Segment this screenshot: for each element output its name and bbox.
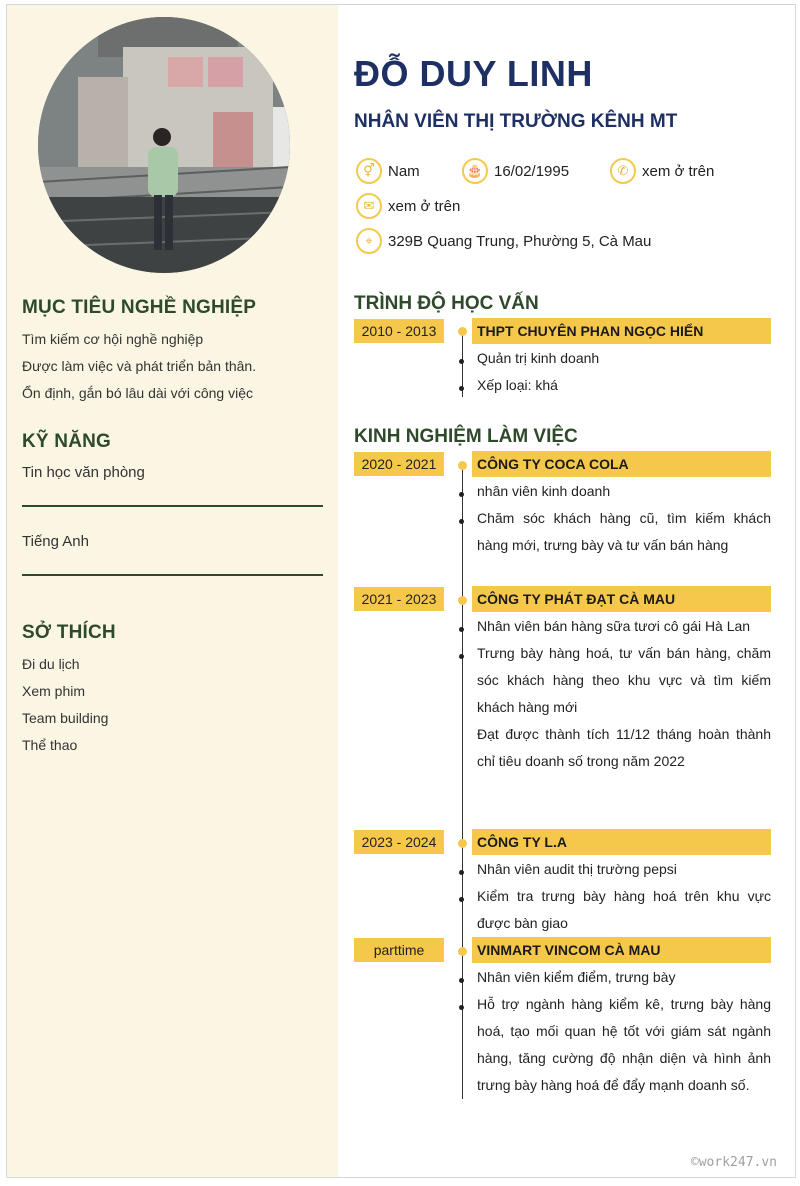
job-line: nhân viên kinh doanh	[477, 483, 611, 499]
email-info	[356, 193, 460, 219]
job-date: 2020 - 2021	[354, 452, 444, 476]
address-info	[356, 228, 651, 254]
left-column	[7, 5, 338, 1177]
objective-line: Tìm kiếm cơ hội nghề nghiệp	[22, 331, 204, 347]
bullet	[459, 870, 464, 875]
phone-value: xem ở trên	[642, 162, 715, 180]
education-line: Quản trị kinh doanh	[477, 350, 600, 366]
job-line: Nhân viên kiểm điểm, trưng bày	[477, 969, 676, 985]
job-line: Chăm sóc khách hàng cũ, tìm kiếm khách hàng mới, trưng bày và tư vấn bán hàng	[477, 510, 771, 553]
job-company: CÔNG TY L.A	[472, 829, 771, 855]
job-line: Hỗ trợ ngành hàng kiểm kê, trưng bày hàng hoá, tạo mối quan hệ tốt với giám sát ngành hàng, tăng cường độ nhận diện và hình ảnh trưng bày hàng hoá để đẩy mạnh doanh số.	[477, 996, 771, 1093]
candidate-name: ĐỖ DUY LINH	[354, 53, 593, 94]
job-date: 2023 - 2024	[354, 830, 444, 854]
hobby-item: Xem phim	[22, 683, 86, 699]
address-value: 329B Quang Trung, Phường 5, Cà Mau	[388, 232, 652, 250]
objective-title: MỤC TIÊU NGHỀ NGHIỆP	[22, 297, 257, 318]
job-line: Nhân viên bán hàng sữa tươi cô gái Hà Lan	[477, 618, 751, 634]
job-line: Kiểm tra trưng bày hàng hoá trên khu vực được bàn giao	[477, 888, 771, 931]
objective-line: Được làm việc và phát triển bản thân.	[22, 358, 257, 374]
phone-info	[610, 158, 714, 184]
bullet	[459, 359, 464, 364]
experience-title: KINH NGHIỆM LÀM VIỆC	[354, 426, 578, 447]
bullet	[459, 492, 464, 497]
education-date: 2010 - 2013	[354, 319, 444, 343]
skill-divider	[22, 505, 323, 507]
gender-value: Nam	[388, 162, 420, 180]
avatar	[38, 17, 290, 273]
skills-title: KỸ NĂNG	[22, 431, 112, 452]
bullet	[459, 386, 464, 391]
birthday-value: 16/02/1995	[494, 162, 570, 180]
job-line: Nhân viên audit thị trường pepsi	[477, 861, 677, 877]
cv-page	[6, 4, 796, 1178]
job-company: VINMART VINCOM CÀ MAU	[472, 937, 771, 963]
map-pin-icon: ⌖	[356, 228, 382, 254]
bullet	[459, 519, 464, 524]
education-title: TRÌNH ĐỘ HỌC VẤN	[354, 293, 539, 314]
phone-icon: ✆	[610, 158, 636, 184]
skill-item: Tin học văn phòng	[22, 464, 145, 481]
job-date: 2021 - 2023	[354, 587, 444, 611]
gender-info	[356, 158, 420, 184]
candidate-role: NHÂN VIÊN THỊ TRƯỜNG KÊNH MT	[354, 111, 678, 132]
email-icon: ✉	[356, 193, 382, 219]
hobbies-title: SỞ THÍCH	[22, 622, 116, 643]
job-company: CÔNG TY COCA COLA	[472, 451, 771, 477]
timeline-dot	[458, 839, 467, 848]
hobby-item: Đi du lịch	[22, 656, 80, 672]
objective-line: Ổn định, gắn bó lâu dài với công việc	[22, 385, 253, 401]
job-line: Trưng bày hàng hoá, tư vấn bán hàng, chăm sóc khách hàng theo khu vực và tìm kiếm khách hàng mới	[477, 645, 771, 715]
job-line: Đạt được thành tích 11/12 tháng hoàn thành chỉ tiêu doanh số trong năm 2022	[477, 726, 771, 769]
education-school: THPT CHUYÊN PHAN NGỌC HIỂN	[472, 318, 771, 344]
bullet	[459, 897, 464, 902]
bullet	[459, 654, 464, 659]
watermark: ©work247.vn	[690, 1155, 777, 1170]
timeline-dot	[458, 461, 467, 470]
right-column	[338, 5, 795, 1177]
bullet	[459, 978, 464, 983]
education-line: Xếp loại: khá	[477, 377, 558, 393]
bullet	[459, 1005, 464, 1010]
job-date: parttime	[354, 938, 444, 962]
gender-icon: ⚥	[356, 158, 382, 184]
skill-item: Tiếng Anh	[22, 533, 89, 550]
hobby-item: Team building	[22, 710, 109, 726]
timeline-dot	[458, 596, 467, 605]
birthday-info	[462, 158, 569, 184]
cake-icon: 🎂	[462, 158, 488, 184]
experience-timeline	[462, 465, 463, 1099]
bullet	[459, 627, 464, 632]
job-company: CÔNG TY PHÁT ĐẠT CÀ MAU	[472, 586, 771, 612]
hobby-item: Thể thao	[22, 737, 78, 753]
timeline-dot	[458, 947, 467, 956]
skill-divider	[22, 574, 323, 576]
timeline-dot	[458, 327, 467, 336]
email-value: xem ở trên	[388, 197, 461, 215]
